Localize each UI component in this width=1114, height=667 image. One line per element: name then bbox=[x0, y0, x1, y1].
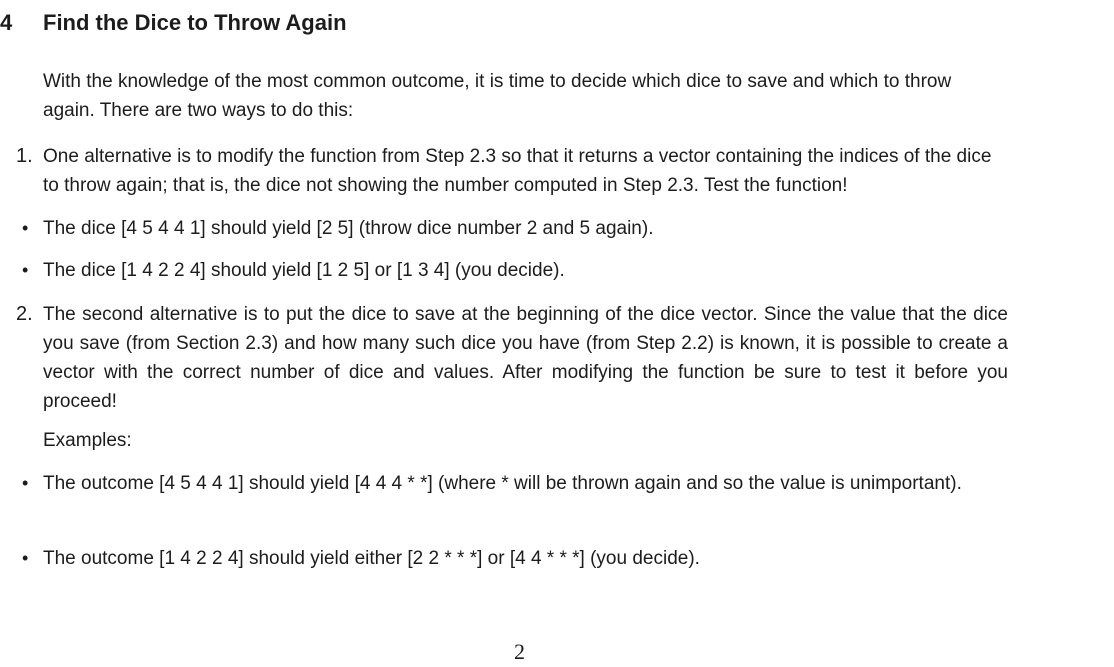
alternative-2-bullet-1: The outcome [4 5 4 4 1] should yield [4 4 4 * *] (where * will be thrown again and so the value is unimportant). bbox=[43, 473, 962, 494]
bullet-icon: • bbox=[22, 548, 29, 568]
section-number: 4 bbox=[0, 10, 13, 35]
list-number-2: 2. bbox=[16, 303, 33, 325]
list-number-1: 1. bbox=[16, 145, 33, 167]
alternative-2-bullet-2: The outcome [1 4 2 2 4] should yield either [2 2 * * *] or [4 4 * * *] (you decide). bbox=[43, 548, 700, 569]
bullet-icon: • bbox=[22, 260, 29, 280]
alternative-2-text: The second alternative is to put the dice to save at the beginning of the dice vector. Since the value that the dice you save (from Section 2.3) and how many such dice you have (from Step 2.2) is known, it is possible to create a vector with the correct number of dice and values. After modifying the function be sure to test it before you proceed! bbox=[43, 304, 1008, 412]
bullet-icon: • bbox=[22, 473, 29, 493]
examples-label: Examples: bbox=[43, 430, 132, 451]
bullet-icon: • bbox=[22, 218, 29, 238]
alternative-1-bullet-1: The dice [4 5 4 4 1] should yield [2 5] (throw dice number 2 and 5 again). bbox=[43, 218, 654, 239]
section-title: Find the Dice to Throw Again bbox=[43, 10, 347, 35]
alternative-1-text: One alternative is to modify the function from Step 2.3 so that it returns a vector containing the indices of the dice to throw again; that is, the dice not showing the number computed in Step 2.3. Test the function! bbox=[43, 146, 992, 196]
intro-paragraph: With the knowledge of the most common outcome, it is time to decide which dice to save and which to throw again. There are two ways to do this: bbox=[43, 71, 952, 121]
alternative-1-bullet-2: The dice [1 4 2 2 4] should yield [1 2 5] or [1 3 4] (you decide). bbox=[43, 260, 565, 281]
page-number: 2 bbox=[514, 639, 525, 664]
